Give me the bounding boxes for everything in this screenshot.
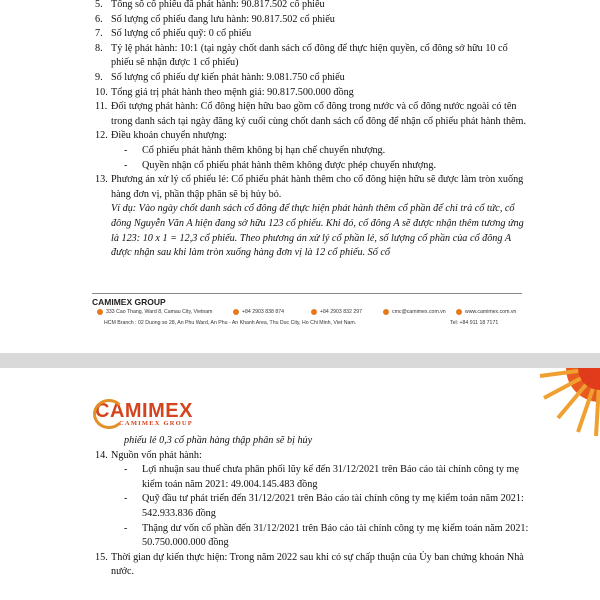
sub-list-item: - Lợi nhuận sau thuế chưa phân phối lũy kế đến 31/12/2021 trên Báo cáo tài chính công ty mẹ kiểm toán năm 2021: 49.004.145.483 đồng [124, 464, 520, 490]
location-icon [97, 309, 103, 315]
sub-list-item: - Quỹ đầu tư phát triển đến 31/12/2021 trên Báo cáo tài chính công ty mẹ kiểm toán năm 2021: 542.933.836 đồng [124, 493, 524, 519]
globe-icon [456, 309, 462, 315]
footer-fax: +84 2903 832 297 [311, 309, 362, 315]
camimex-logo: CAMIMEX CAMIMEX GROUP [95, 400, 193, 427]
sub-list-item: - Thặng dư vốn cổ phần đến 31/12/2021 trên Báo cáo tài chính công ty mẹ kiểm toán năm 2021: 50.750.000.000 đồng [124, 522, 529, 549]
bullet-dash: - [124, 159, 128, 171]
bullet-dash: - [124, 144, 128, 156]
footer-divider [92, 293, 522, 294]
footer-email[interactable]: cmc@camimex.com.vn [383, 309, 446, 315]
footer-address: 333 Cao Thang, Ward 8, Camau City, Vietnam [97, 309, 213, 315]
footer-phone: +84 2903 838 874 [233, 309, 284, 315]
list-item: 15. Thời gian dự kiến thực hiện: Trong năm 2022 sau khi có sự chấp thuận của Ủy ban chứng khoán Nhà nước. [95, 551, 524, 578]
footer-website[interactable]: www.camimex.com.vn [456, 309, 516, 315]
bullet-dash: - [124, 522, 128, 534]
sub-list-item: - Quyền nhận cổ phiếu phát hành thêm không được phép chuyển nhượng. [0, 159, 600, 174]
footer-branch-tel: Tel: +84 911 18 7171 [450, 320, 499, 326]
email-icon [383, 309, 389, 315]
bullet-dash: - [124, 464, 128, 476]
list-item: 9. Số lượng cổ phiếu dự kiến phát hành: 9.081.750 cổ phiếu [95, 71, 345, 83]
bullet-dash: - [124, 493, 128, 505]
example-continuation: phiếu lẻ 0,3 cổ phần hàng thập phân sẽ bị hủy [124, 435, 313, 446]
list-item: 6. Số lượng cổ phiếu đang lưu hành: 90.817.502 cổ phiếu [95, 13, 335, 25]
issuance-details-list [0, 0, 600, 261]
list-item: 14. Nguồn vốn phát hành: [95, 449, 202, 461]
list-item: 7. Số lượng cổ phiếu quỹ: 0 cổ phiếu [95, 28, 252, 40]
list-item: 11. Đối tượng phát hành: Cổ đông hiện hữu bao gồm cổ đông trong nước và cổ đông nước ngoài có tên trong danh sách tại ngày đăng ký cuối cùng chốt danh sách cổ đông để nhận cổ phiếu phát hành thêm. [95, 101, 527, 127]
list-item: 8. Tỷ lệ phát hành: 10:1 (tại ngày chốt danh sách cổ đông để thực hiện quyền, cổ đông sở hữu 10 cổ phiếu sẽ nhận được 1 cổ phiếu) [95, 42, 508, 69]
list-item: 13. Phương án xử lý cổ phiếu lẻ: Cổ phiếu phát hành thêm cho cổ đông hiện hữu sẽ được làm tròn xuống hàng đơn vị, phần thập phân sẽ bị hủy bỏ. [95, 174, 524, 200]
example-paragraph: Ví dụ: Vào ngày chốt danh sách cổ đông để thực hiện phát hành thêm cổ phần để chi trả cổ tức, cổ đông Nguyễn Văn A hiện đang sở hữu 123 cổ phiếu. Khi đó, cổ đông A sẽ được nhận thêm tương ứng là 123: 10 x 1 = 12,3 cổ phiếu. Theo phương án xử lý cổ phần lẻ, số lượng cổ phần của cổ đông A được nhận sau khi làm tròn xuống hàng đơn vị là 12 cổ phiếu. Số cổ [111, 203, 524, 259]
footer-branch: HCM Branch : 02 Duong so 28, An Phu Ward, An Phu - An Khanh Area, Thu Duc City, Ho Chi Minh, Viet Nam. [104, 320, 357, 326]
issuance-details-list-continued [0, 434, 600, 580]
sub-list-item: - Cổ phiếu phát hành thêm không bị hạn chế chuyển nhượng. [0, 144, 600, 159]
list-item: 12. Điều khoản chuyển nhượng: [95, 130, 227, 142]
footer-company-name: CAMIMEX GROUP [92, 297, 166, 307]
fax-icon [311, 309, 317, 315]
list-item: 5. Tổng số cổ phiếu đã phát hành: 90.817.502 cổ phiếu [95, 0, 325, 10]
logo-swirl-icon [93, 399, 125, 429]
sun-logo-graphic [530, 368, 600, 438]
list-item: 10. Tổng giá trị phát hành theo mệnh giá: 90.817.500.000 đồng [95, 86, 354, 98]
phone-icon [233, 309, 239, 315]
